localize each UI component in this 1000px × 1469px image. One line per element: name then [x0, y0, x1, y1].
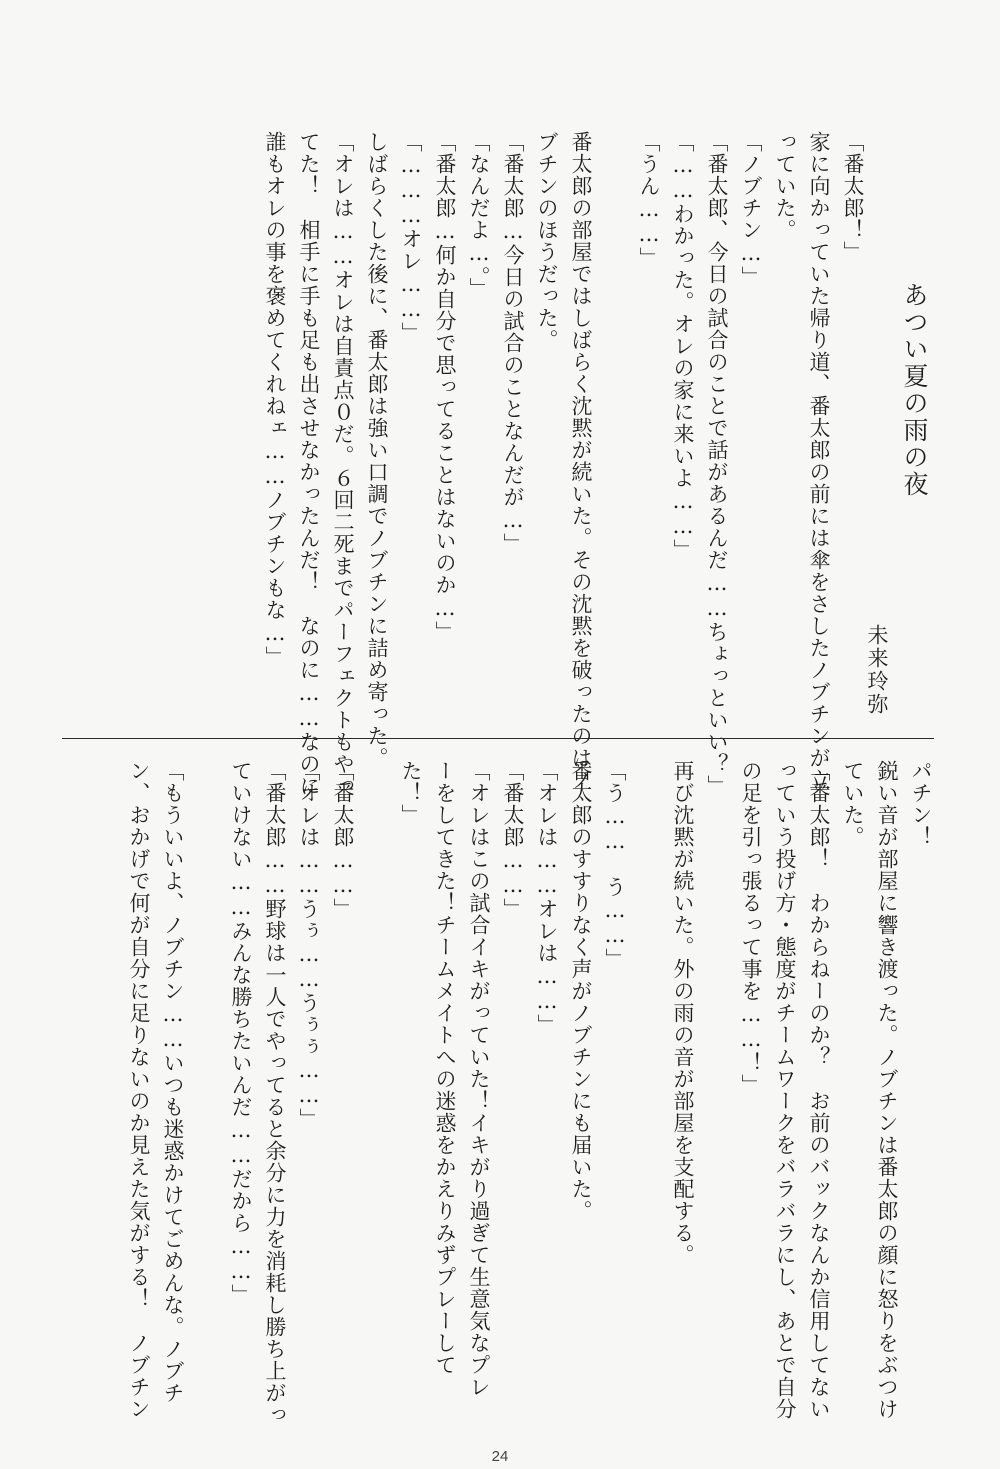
- lower-line-16: 「オレは……うぅ……うぅぅ……」: [297, 760, 321, 1130]
- upper-line-13: 「………オレ……」: [399, 131, 423, 344]
- upper-line-15: 「オレは……オレは自責点０だ。６回二死までパーフェクトもやっ: [331, 131, 355, 797]
- lower-line-10: 「オレは……オレは……」: [535, 760, 559, 1036]
- upper-line-7: 「うん……」: [637, 131, 661, 269]
- lower-line-19: 「もういいよ、ノブチン……いつも迷惑かけてごめんな。ノブチ: [161, 760, 185, 1404]
- lower-line-14: た！」: [399, 760, 423, 826]
- lower-line-18: ていけない……みんな勝ちたいんだ……だから……」: [229, 760, 253, 1306]
- lower-line-4: 「番太郎！ わからねーのか？ お前のバックなんか信用してない: [807, 760, 831, 1420]
- lower-line-5: っていう投げ方・態度がチームワークをバラバラにし、あとで自分: [773, 760, 797, 1420]
- author-name: 未来玲弥: [865, 624, 889, 716]
- lower-line-6: の足を引っ張るって事を……！」: [739, 760, 763, 1096]
- upper-line-6: 「……わかった。オレの家に来いよ……」: [671, 131, 695, 561]
- lower-line-2: 鋭い音が部屋に響き渡った。ノブチンは番太郎の顔に怒りをぶつけ: [875, 760, 899, 1420]
- lower-line-8: 「う…… う……」: [603, 760, 627, 970]
- upper-line-12: 「番太郎…何か自分で思ってることはないのか…」: [433, 131, 457, 643]
- page-number: 24: [491, 1448, 509, 1465]
- lower-line-1: パチン！: [909, 760, 933, 848]
- lower-line-15: 「番太郎……」: [331, 760, 355, 920]
- lower-line-9: 番太郎のすすりなく声がノブチンにも届いた。: [569, 760, 593, 1222]
- upper-line-5: 「番太郎、今日の試合のことで話があるんだ……ちょっといい？」: [705, 131, 729, 797]
- lower-line-7: 再び沈黙が続いた。外の雨の音が部屋を支配する。: [671, 760, 695, 1266]
- lower-line-13: ーをしてきた！チームメイトへの迷惑をかえりみずプレーして: [433, 760, 457, 1376]
- upper-line-3: っていた。: [773, 131, 797, 241]
- lower-line-17: 「番太郎……野球は一人でやってると余分に力を消耗し勝ち上がっ: [263, 760, 287, 1426]
- upper-line-2: 家に向かっていた帰り道、番太郎の前には傘をさしたノブチンが立: [807, 131, 831, 791]
- upper-line-11: 「なんだよ…。」: [467, 131, 491, 300]
- lower-line-11: 「番太郎……」: [501, 760, 525, 920]
- story-title: あつい夏の雨の夜: [900, 282, 929, 498]
- upper-line-14: しばらくした後に、番太郎は強い口調でノブチンに詰め寄った。: [365, 131, 389, 769]
- lower-line-20: ン、おかげで何が自分に足りないのか見えた気がする！ ノブチン: [127, 760, 151, 1420]
- upper-line-1: 「番太郎！」: [841, 131, 865, 263]
- lower-line-3: ていた。: [841, 760, 865, 848]
- upper-line-8: 番太郎の部屋ではしばらく沈黙が続いた。その沈黙を破ったのはノ: [569, 131, 593, 791]
- section-divider: [62, 738, 934, 739]
- upper-line-10: 「番太郎…今日の試合のことなんだが…」: [501, 131, 525, 555]
- upper-line-16: てた！ 相手に手も足も出させなかったんだ！ なのに……なのに: [297, 131, 321, 797]
- upper-line-17: 誰もオレの事を褒めてくれねェ……ノブチンもな…」: [263, 131, 287, 668]
- lower-line-12: 「オレはこの試合イキがっていた！イキがり過ぎて生意気なプレ: [467, 760, 491, 1398]
- upper-line-4: 「ノブチン…」: [739, 131, 763, 288]
- upper-line-9: ブチンのほうだった。: [535, 131, 559, 351]
